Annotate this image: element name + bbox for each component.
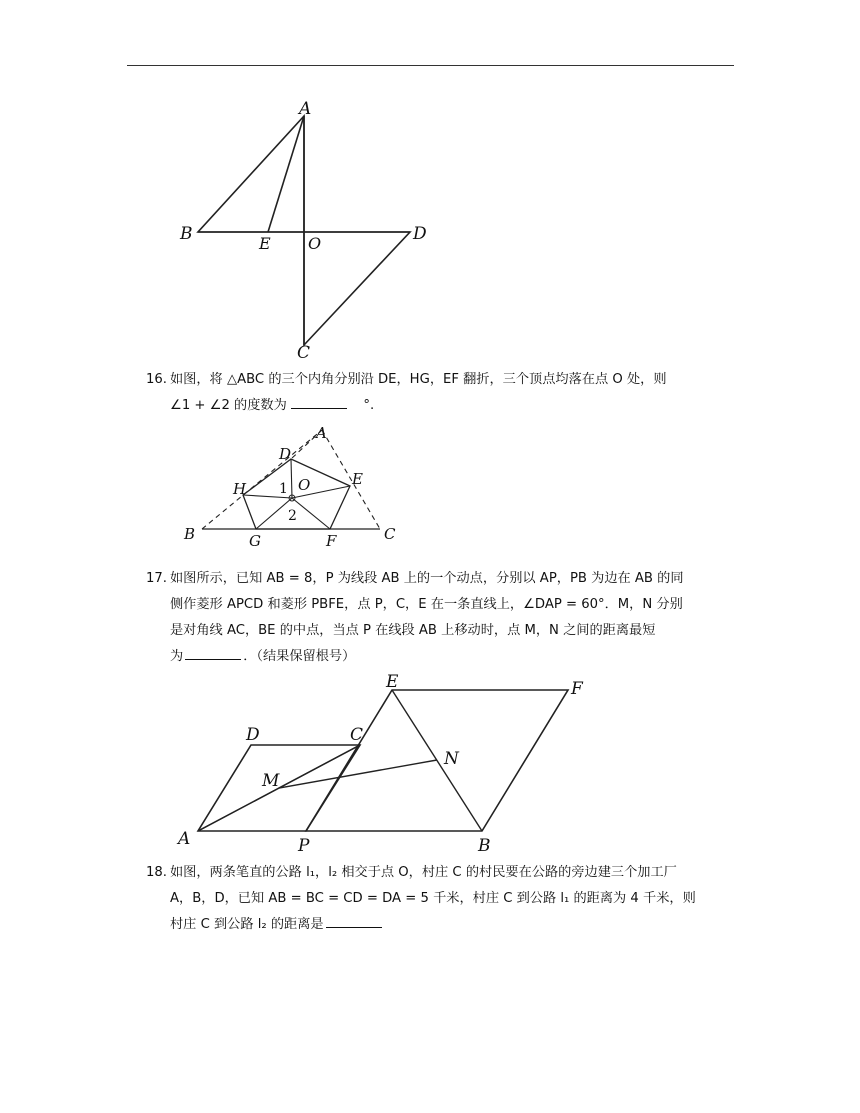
two-rhombi-figure — [172, 668, 602, 858]
label-m: M — [262, 771, 280, 791]
label-o: O — [308, 234, 322, 253]
problem-text: 如图，将 △ABC 的三个内角分别沿 DE，HG，EF 翻折，三个顶点均落在点 O 处，则 — [170, 372, 667, 387]
label-n: N — [444, 749, 459, 769]
problem-tail: ．（结果保留根号） — [243, 649, 356, 664]
label-b: B — [184, 525, 196, 543]
label-c: C — [384, 525, 396, 543]
label-angle-2: 2 — [288, 508, 297, 524]
answer-blank[interactable] — [291, 394, 347, 409]
label-a: A — [316, 424, 327, 442]
problem-tail: °. — [363, 398, 375, 413]
label-o: O — [298, 476, 311, 494]
triangle-fold-figure — [180, 422, 400, 548]
label-g: G — [249, 532, 261, 550]
problem-text: 是对角线 AC，BE 的中点，当点 P 在线段 AB 上移动时，点 M，N 之间的距离最短 — [170, 623, 656, 638]
segment-ae — [268, 116, 304, 232]
problem-text: A，B，D，已知 AB = BC = CD = DA = 5 千米，村庄 C 到公路 l₁ 的距离为 4 千米，则 — [170, 891, 696, 906]
label-f: F — [571, 679, 583, 699]
problem-17 — [146, 566, 734, 670]
problem-number: 16. — [146, 372, 167, 387]
label-e: E — [259, 234, 271, 253]
dashed-ac — [322, 430, 380, 529]
problem-16 — [146, 367, 734, 419]
problem-text: 如图所示，已知 AB = 8，P 为线段 AB 上的一个动点，分别以 AP，PB 为边在 AB 的同 — [170, 571, 684, 586]
problem-text: ∠1 + ∠2 的度数为 — [170, 398, 287, 413]
segment-mc — [279, 745, 360, 788]
label-d: D — [279, 445, 292, 463]
line-do — [291, 459, 292, 498]
answer-blank[interactable] — [185, 645, 241, 660]
problem-number: 17. — [146, 571, 167, 586]
problem-text: 如图，两条笔直的公路 l₁，l₂ 相交于点 O，村庄 C 的村民要在公路的旁边建三个加工厂 — [170, 865, 677, 880]
line-fo — [292, 498, 330, 529]
label-e: E — [352, 470, 363, 488]
label-e: E — [386, 672, 399, 692]
label-f: F — [326, 532, 337, 550]
label-d: D — [413, 224, 427, 244]
label-c: C — [350, 725, 364, 745]
label-p: P — [298, 836, 310, 856]
label-d: D — [246, 725, 260, 745]
rhombus-figure — [170, 100, 440, 365]
header-rule — [127, 65, 734, 66]
label-h: H — [233, 480, 247, 498]
answer-blank[interactable] — [326, 913, 382, 928]
label-b: B — [180, 224, 193, 244]
segment-path-amn — [198, 760, 437, 831]
problem-number: 18. — [146, 865, 167, 880]
label-b: B — [478, 836, 491, 856]
problem-text: 为 — [170, 649, 184, 664]
label-angle-1: 1 — [279, 481, 288, 497]
problem-text: 侧作菱形 APCD 和菱形 PBFE，点 P，C，E 在一条直线上，∠DAP = 60°．M，N 分别 — [170, 597, 683, 612]
label-a: A — [178, 829, 191, 849]
label-a: A — [299, 99, 312, 119]
problem-text: 村庄 C 到公路 l₂ 的距离是 — [170, 917, 324, 932]
problem-18 — [146, 860, 734, 938]
line-go — [256, 498, 292, 529]
label-c: C — [297, 343, 311, 363]
